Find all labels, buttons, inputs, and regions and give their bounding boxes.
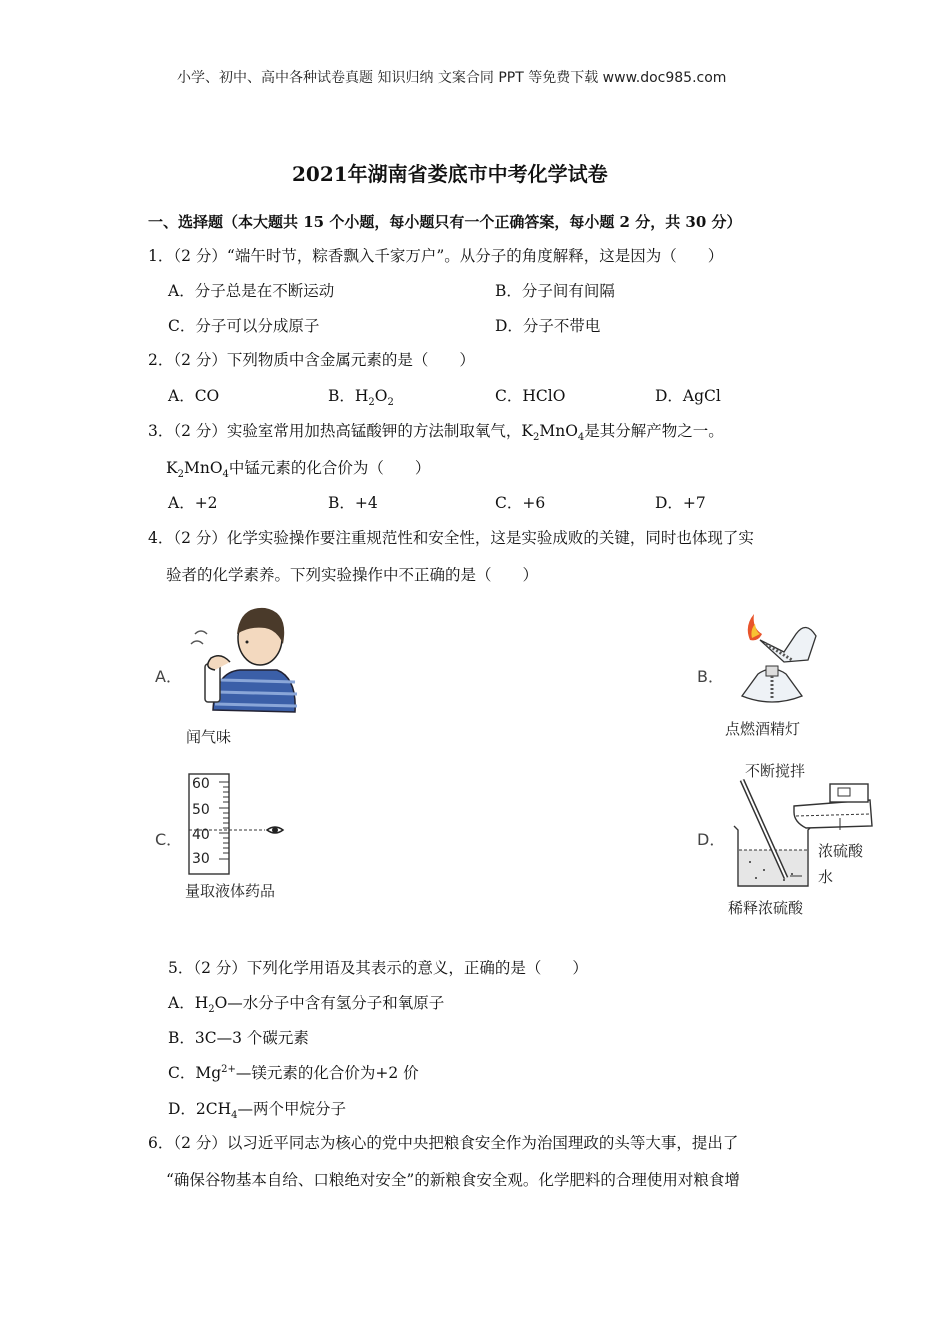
q5-stem: 5．（2 分）下列化学用语及其表示的意义，正确的是（ ） [168,959,588,977]
q4-option-a-label: A． [155,667,182,686]
q1-stem: 1．（2 分）“端午时节，粽香飘入千家万户”。从分子的角度解释，这是因为（ ） [148,247,724,265]
dilution-beaker-figure [730,770,875,895]
q4-stem-line2: 验者的化学素养。下列实验操作中不正确的是（ ） [166,566,539,584]
q5-option-a: A．$H_2O—$水分子中含有氢分子和氧原子 [168,994,445,1016]
scale-label-50: 50 [192,802,210,818]
q3-stem: 3．（2 分）实验室常用加热高锰酸钾的方法制取氧气，$K_2MnO_4$是其分解产物之一。 [148,422,724,444]
q1-option-d: D．分子不带电 [495,317,601,335]
q4-option-b-caption: 点燃酒精灯 [725,720,801,738]
q2-option-c: C．HClO [495,387,566,405]
q4-stem: 4．（2 分）化学实验操作要注重规范性和安全性，这是实验成败的关键，同时也体现了实 [148,529,754,547]
alcohol-lamp-figure [722,604,822,712]
q4-option-d-caption: 稀释浓硫酸 [728,899,804,917]
q1-option-a: A．分子总是在不断运动 [168,282,335,300]
q1-option-c: C．分子可以分成原子 [168,317,320,335]
q3-option-b: B．+4 [328,494,378,512]
water-label: 水 [818,868,834,886]
q4-option-a-caption: 闻气味 [186,728,232,746]
q4-option-c-label: C． [155,830,183,849]
scale-label-60: 60 [192,776,210,792]
section-heading: 一、选择题（本大题共 15 个小题，每小题只有一个正确答案，每小题 2 分，共 30 分） [148,213,742,231]
q3-option-d: D．+7 [655,494,706,512]
exam-title: 2021年湖南省娄底市中考化学试卷 [292,162,608,186]
q3-option-a: A．+2 [168,494,218,512]
q5-option-d: D．$2CH_4—$两个甲烷分子 [168,1100,347,1122]
q3-option-c: C．+6 [495,494,546,512]
person-smelling-figure [185,600,300,720]
q2-option-d: D．AgCl [655,387,721,405]
q2-option-a: A．CO [168,387,220,405]
q3-stem-line2: $K_2MnO_4$中锰元素的化合价为（ ） [166,459,431,481]
stir-label: 不断搅拌 [745,762,806,780]
q4-option-d-label: D． [697,830,726,849]
q4-option-b-label: B． [697,667,724,686]
q6-stem: 6．（2 分）以习近平同志为核心的党中央把粮食安全作为治国理政的头等大事，提出了 [148,1134,739,1152]
q5-option-c: C．$Mg^{2+}—$镁元素的化合价为+2 价 [168,1063,419,1082]
q4-option-c-caption: 量取液体药品 [185,882,276,900]
q2-stem: 2．（2 分）下列物质中含金属元素的是（ ） [148,351,475,369]
scale-label-40: 40 [192,827,210,843]
page-header: 小学、初中、高中各种试卷真题 知识归纳 文案合同 PPT 等免费下载 www.doc985.com [177,70,727,86]
q1-option-b: B．分子间有间隔 [495,282,615,300]
q6-stem-line2: “确保谷物基本自给、口粮绝对安全”的新粮食安全观。化学肥料的合理使用对粮食增 [166,1171,740,1189]
q5-option-b: B．3C—3 个碳元素 [168,1029,309,1047]
scale-label-30: 30 [192,851,210,867]
acid-label: 浓硫酸 [818,842,864,860]
q2-option-b: B．$H_2O_2$ [328,387,394,409]
